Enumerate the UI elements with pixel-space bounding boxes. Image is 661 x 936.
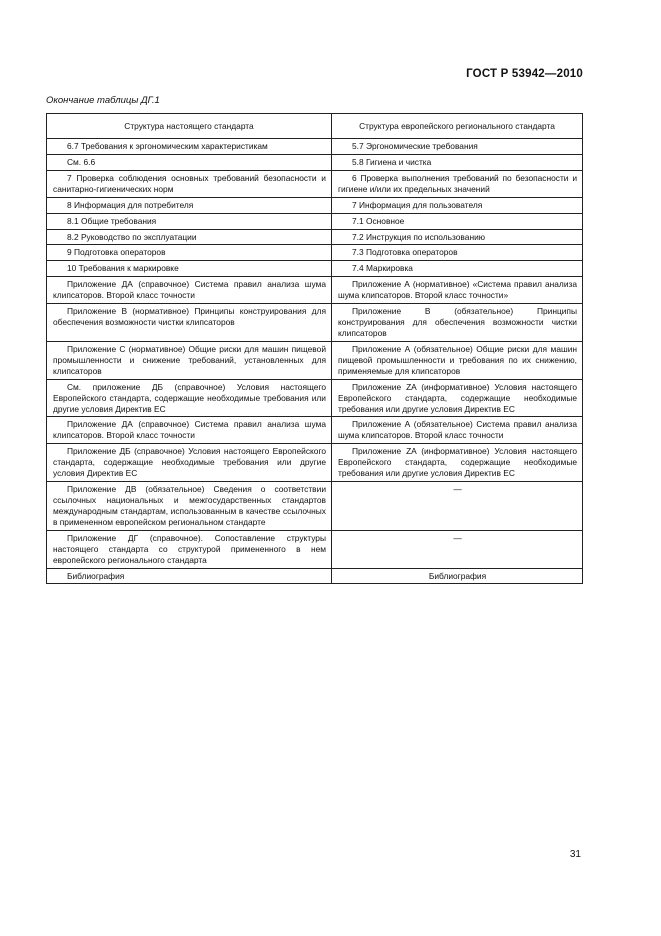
cell-text: Приложение С (нормативное) Общие риски для машин пищевой промышленности и снижение требований, установленных для клипсаторов [53,343,326,376]
cell-text: 8 Информация для потребителя [67,199,194,210]
cell-text: См. приложение ДБ (справочное) Условия настоящего Европейского стандарта, содержащие необходимые требования или другие условия Директив ЕС [53,381,326,414]
cell-text: Приложение ДБ (справочное) Условия настоящего Европейского стандарта, содержащие необходимые требования или другие условия Директив ЕС [53,446,326,479]
column-header-european: Структура европейского регионального стандарта [332,114,583,139]
cell-text: См. 6.6 [67,156,96,167]
cell-national [47,229,332,245]
table-caption: Окончание таблицы ДГ.1 [46,95,160,106]
cell-european [332,530,583,568]
table-row [47,170,583,197]
table-row [47,568,583,584]
table-row [47,482,583,531]
cell-national [47,277,332,304]
table-row [47,417,583,444]
cell-national [47,154,332,170]
cell-text: 7.4 Маркировка [352,263,413,274]
cell-text: 7.3 Подготовка операторов [352,247,458,258]
column-header-national: Структура настоящего стандарта [47,114,332,139]
cell-text: 10 Требования к маркировке [67,263,179,274]
cell-text: — [453,532,462,543]
cell-national [47,139,332,155]
cell-text: Приложение ZA (информативное) Условия настоящего Европейского стандарта, содержащие необходимые требования или другие условия Директив ЕС [338,381,577,414]
cell-national [47,261,332,277]
table-row [47,139,583,155]
cell-text: 8.1 Общие требования [67,215,157,226]
cell-text: Приложение А (обязательное) Общие риски для машин пищевой промышленности и требования по их снижению, применяемые для клипсаторов [338,343,577,376]
cell-text: Приложение ДВ (обязательное) Сведения о соответствии ссылочных национальных и межгосударственных стандартов международным стандартам, использованным в качестве ссылочных в примененном европейском региональном стандарте [53,484,326,527]
cell-european [332,417,583,444]
cell-text: Приложение ZA (информативное) Условия настоящего Европейского стандарта, содержащие необходимые требования или другие условия Директив ЕС [338,446,577,479]
cell-text: 8.2 Руководство по эксплуатации [67,231,197,242]
table-row [47,341,583,379]
structure-comparison-table [46,113,583,584]
cell-national [47,213,332,229]
cell-european [332,170,583,197]
cell-european [332,341,583,379]
cell-european [332,154,583,170]
cell-text: 7 Информация для пользователя [352,199,483,210]
cell-national [47,379,332,417]
table-row [47,154,583,170]
cell-national [47,304,332,342]
cell-european [332,277,583,304]
table-row [47,245,583,261]
table-row [47,213,583,229]
table-row [47,229,583,245]
cell-national [47,444,332,482]
cell-european [332,139,583,155]
cell-national [47,197,332,213]
cell-european [332,482,583,531]
cell-text: Приложение А (нормативное) «Система правил анализа шума клипсаторов. Второй класс точности» [338,279,577,301]
cell-european [332,568,583,584]
cell-european [332,245,583,261]
table-row [47,379,583,417]
table-row [47,277,583,304]
cell-european [332,213,583,229]
cell-text: 7.1 Основное [352,215,405,226]
page-number: 31 [569,849,581,860]
cell-national [47,341,332,379]
cell-national [47,245,332,261]
table-row [47,444,583,482]
cell-text: 7 Проверка соблюдения основных требований безопасности и санитарно-гигиенических норм [53,172,326,194]
table-body [47,139,583,584]
cell-european [332,261,583,277]
cell-european [332,444,583,482]
cell-national [47,530,332,568]
table-header-row [47,114,583,139]
cell-european [332,379,583,417]
table-row [47,304,583,342]
cell-text: 6.7 Требования к эргономическим характеристикам [67,141,268,151]
cell-european [332,304,583,342]
cell-text: 6 Проверка выполнения требований по безопасности и гигиене и/или их предельных значений [338,172,577,194]
cell-text: Библиография [428,570,487,581]
cell-text: Приложение В (обязательное) Принципы конструирования для обеспечения возможности чистки клипсаторов [338,306,577,338]
cell-national [47,482,332,531]
cell-text: Приложение А (обязательное) Система правил анализа шума клипсаторов. Второй класс точности [338,419,577,441]
cell-text: Библиография [67,570,125,581]
cell-text: Приложение ДА (справочное) Система правил анализа шума клипсаторов. Второй класс точности [53,419,326,441]
cell-text: 5.8 Гигиена и чистка [352,156,432,167]
cell-text: 5.7 Эргономические требования [352,141,478,151]
cell-text: Приложение В (нормативное) Принципы конструирования для обеспечения возможности чистки клипсаторов [53,306,326,328]
cell-text: 9 Подготовка операторов [67,247,166,258]
cell-text: 7.2 Инструкция по использованию [352,231,486,242]
cell-national [47,417,332,444]
cell-text: — [453,484,462,495]
table-row [47,261,583,277]
document-code: ГОСТ Р 53942—2010 [466,68,583,80]
table-row [47,530,583,568]
cell-european [332,197,583,213]
cell-national [47,170,332,197]
cell-text: Приложение ДА (справочное) Система правил анализа шума клипсаторов. Второй класс точности [53,279,326,301]
cell-text: Приложение ДГ (справочное). Сопоставление структуры настоящего стандарта со структурой примененного в нем европейского регионального стандарта [53,532,326,565]
cell-national [47,568,332,584]
cell-european [332,229,583,245]
table-row [47,197,583,213]
